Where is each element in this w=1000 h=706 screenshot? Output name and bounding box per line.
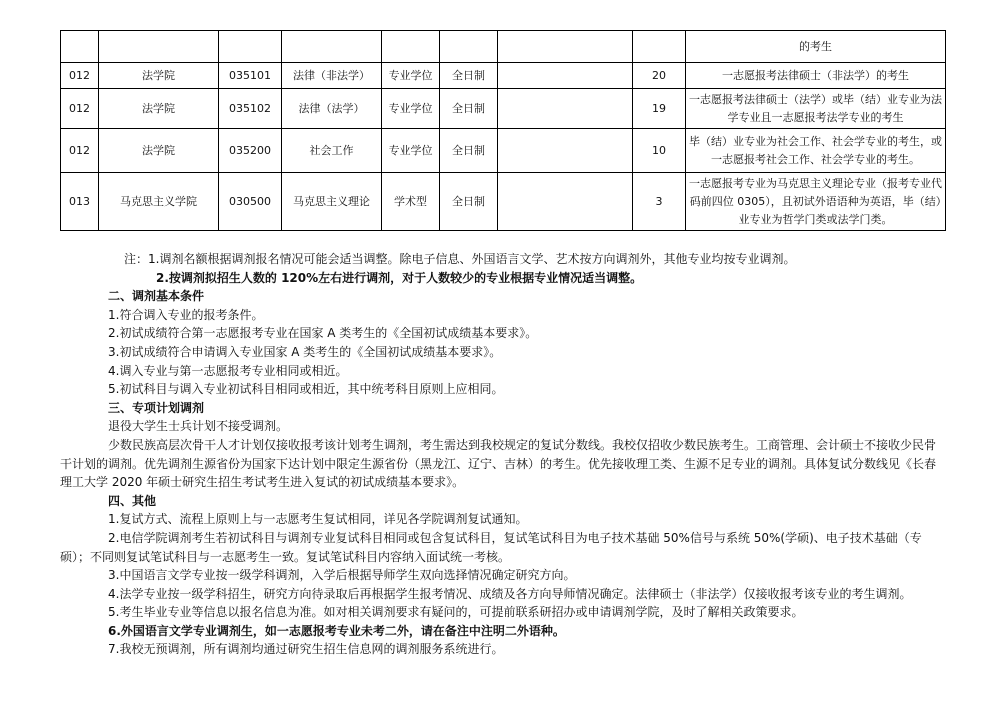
cell-remark: 毕（结）业专业为社会工作、社会学专业的考生，或一志愿报考社会工作、社会学专业的考生。 bbox=[686, 129, 946, 173]
note-2: 2.按调剂拟招生人数的 120%左右进行调剂，对于人数较少的专业根据专业情况适当调整。 bbox=[156, 270, 643, 285]
cell-study-mode: 全日制 bbox=[440, 129, 498, 173]
cell-major-code: 035101 bbox=[219, 63, 282, 89]
section-heading-others: 四、其他 bbox=[108, 493, 157, 508]
section-heading-basic-conditions: 二、调剂基本条件 bbox=[108, 289, 205, 304]
cell-study-mode: 全日制 bbox=[440, 173, 498, 231]
other-item: 5.考生毕业专业等信息以报名信息为准。如对相关调剂要求有疑问的，可提前联系研招办或申请调剂学院，及时了解相关政策要求。 bbox=[108, 605, 804, 620]
table-row bbox=[61, 31, 946, 63]
cell-quota: 10 bbox=[633, 129, 686, 173]
cell-degree-type: 专业学位 bbox=[382, 129, 440, 173]
cell-major: 法律（法学） bbox=[282, 89, 382, 129]
special-plan-paragraph: 退役大学生士兵计划不接受调剂。 bbox=[108, 419, 289, 434]
document-body bbox=[60, 250, 945, 659]
cell-extra bbox=[498, 173, 633, 231]
other-item: 2.电信学院调剂考生若初试科目与调剂专业复试科目相同或包含复试科目，复试笔试科目为电子技术基础 50%信号与系统 50%(学硕)、电子技术基础（专硕）；不同则复试笔试科目与一志愿考生一致。复试笔试科目内容纳入面试统一考核。 bbox=[60, 530, 922, 564]
special-plan-paragraph: 少数民族高层次骨干人才计划仅接收报考该计划考生调剂，考生需达到我校规定的复试分数线。我校仅招收少数民族考生。工商管理、会计硕士不接收少民骨干计划的调剂。优先调剂生源省份为国家下达计划中限定生源省份（黑龙江、辽宁、吉林）的考生。优先接收理工类、生源不足专业的调剂。具体复试分数线见《长春理工大学 2020 年硕士研究生招生考试考生进入复试的初试成绩基本要求》。 bbox=[60, 437, 937, 490]
adjustment-table bbox=[60, 30, 946, 231]
cell-quota bbox=[633, 31, 686, 63]
condition-item: 2.初试成绩符合第一志愿报考专业在国家 A 类考生的《全国初试成绩基本要求》。 bbox=[108, 326, 538, 341]
other-item: 1.复试方式、流程上原则上与一志愿考生复试相同，详见各学院调剂复试通知。 bbox=[108, 512, 528, 527]
cell-college: 法学院 bbox=[99, 89, 219, 129]
cell-major: 社会工作 bbox=[282, 129, 382, 173]
cell-code bbox=[61, 31, 99, 63]
condition-item: 4.调入专业与第一志愿报考专业相同或相近。 bbox=[108, 363, 348, 378]
cell-extra bbox=[498, 129, 633, 173]
cell-major bbox=[282, 31, 382, 63]
cell-quota: 3 bbox=[633, 173, 686, 231]
other-item: 3.中国语言文学专业按一级学科调剂，入学后根据导师学生双向选择情况确定研究方向。 bbox=[108, 568, 576, 583]
cell-extra bbox=[498, 63, 633, 89]
note-1: 注：1.调剂名额根据调剂报名情况可能会适当调整。除电子信息、外国语言文学、艺术按方向调剂外，其他专业均按专业调剂。 bbox=[124, 252, 796, 266]
cell-degree-type: 专业学位 bbox=[382, 89, 440, 129]
cell-remark: 一志愿报考法律硕士（非法学）的考生 bbox=[686, 63, 946, 89]
cell-code: 012 bbox=[61, 63, 99, 89]
cell-code: 013 bbox=[61, 173, 99, 231]
cell-remark: 一志愿报考法律硕士（法学）或毕（结）业专业为法学专业且一志愿报考法学专业的考生 bbox=[686, 89, 946, 129]
cell-remark: 的考生 bbox=[686, 31, 946, 63]
other-item: 4.法学专业按一级学科招生，研究方向待录取后再根据学生报考情况、成绩及各方向导师情况确定。法律硕士（非法学）仅接收报考该专业的考生调剂。 bbox=[108, 586, 912, 601]
table-row bbox=[61, 129, 946, 173]
table-row bbox=[61, 63, 946, 89]
cell-remark: 一志愿报考专业为马克思主义理论专业（报考专业代码前四位 0305），且初试外语语种为英语，毕（结）业专业为哲学门类或法学门类。 bbox=[686, 173, 946, 231]
section-heading-special-plans: 三、专项计划调剂 bbox=[108, 400, 205, 415]
cell-study-mode bbox=[440, 31, 498, 63]
cell-major-code: 030500 bbox=[219, 173, 282, 231]
cell-degree-type bbox=[382, 31, 440, 63]
other-item: 6.外国语言文学专业调剂生，如一志愿报考专业未考二外，请在备注中注明二外语种。 bbox=[108, 623, 565, 638]
cell-college: 马克思主义学院 bbox=[99, 173, 219, 231]
condition-item: 1.符合调入专业的报考条件。 bbox=[108, 307, 264, 322]
cell-study-mode: 全日制 bbox=[440, 63, 498, 89]
table-body bbox=[61, 31, 946, 231]
condition-item: 3.初试成绩符合申请调入专业国家 A 类考生的《全国初试成绩基本要求》。 bbox=[108, 344, 502, 359]
cell-major: 马克思主义理论 bbox=[282, 173, 382, 231]
cell-major-code: 035102 bbox=[219, 89, 282, 129]
cell-degree-type: 学术型 bbox=[382, 173, 440, 231]
cell-code: 012 bbox=[61, 129, 99, 173]
cell-degree-type: 专业学位 bbox=[382, 63, 440, 89]
cell-study-mode: 全日制 bbox=[440, 89, 498, 129]
cell-code: 012 bbox=[61, 89, 99, 129]
other-item: 7.我校无预调剂，所有调剂均通过研究生招生信息网的调剂服务系统进行。 bbox=[108, 642, 504, 657]
cell-major-code bbox=[219, 31, 282, 63]
cell-major-code: 035200 bbox=[219, 129, 282, 173]
cell-major: 法律（非法学） bbox=[282, 63, 382, 89]
cell-college bbox=[99, 31, 219, 63]
cell-college: 法学院 bbox=[99, 63, 219, 89]
cell-quota: 19 bbox=[633, 89, 686, 129]
cell-extra bbox=[498, 89, 633, 129]
table-row bbox=[61, 89, 946, 129]
table-row bbox=[61, 173, 946, 231]
cell-quota: 20 bbox=[633, 63, 686, 89]
cell-college: 法学院 bbox=[99, 129, 219, 173]
condition-item: 5.初试科目与调入专业初试科目相同或相近，其中统考科目原则上应相同。 bbox=[108, 382, 504, 397]
cell-extra bbox=[498, 31, 633, 63]
